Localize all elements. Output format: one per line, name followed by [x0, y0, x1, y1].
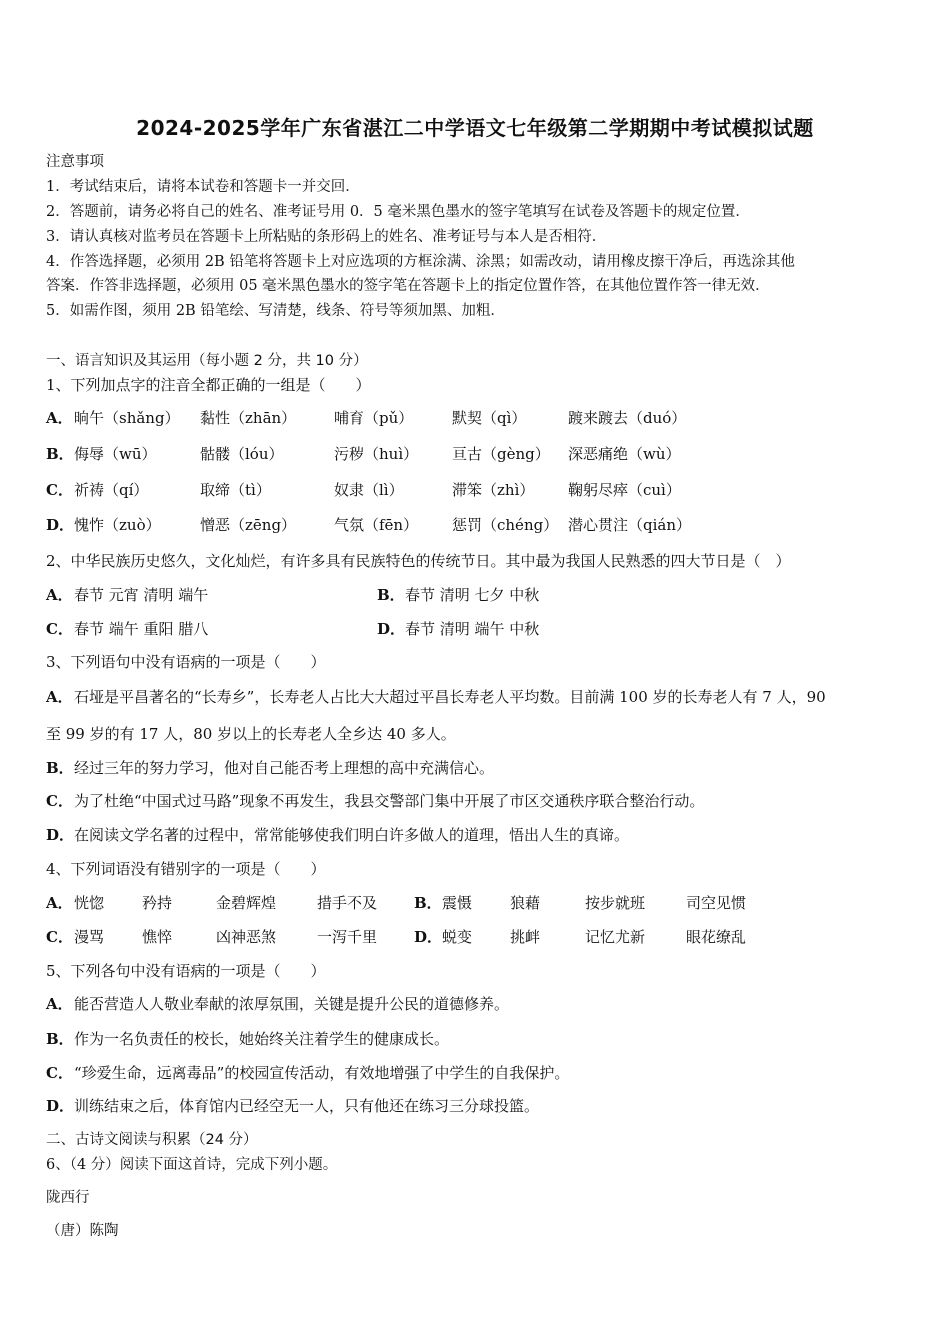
- option-word: 恍惚: [74, 894, 105, 912]
- option-label: A．: [46, 409, 73, 427]
- notice-item: 5．如需作图，须用 2B 铅笔绘、写清楚，线条、符号等须加黑、加粗．: [46, 303, 505, 319]
- notice-item: 1．考试结束后，请将本试卷和答题卡一并交回．: [46, 179, 360, 195]
- option-text: 训练结束之后，体育馆内已经空无一人，只有他还在练习三分球投篮。: [74, 1097, 540, 1115]
- option-item: 踱来踱去（duó）: [568, 409, 687, 427]
- option-item: 气氛（fēn）: [334, 516, 419, 534]
- option-label: A．: [46, 586, 73, 604]
- option-item: 污秽（huì）: [334, 445, 419, 463]
- option-text: 春节 端午 重阳 腊八: [74, 620, 209, 638]
- option-item: 亘古（gèng）: [452, 445, 550, 463]
- option-item: 祈祷（qí）: [74, 481, 149, 499]
- option-label: D．: [414, 928, 443, 946]
- option-label: C．: [46, 928, 73, 946]
- option-word: 记忆尤新: [585, 928, 646, 946]
- question-stem: 5、下列各句中没有语病的一项是（ ）: [46, 962, 326, 980]
- notice-item: 答案．作答非选择题，必须用 05 毫米黑色墨水的签字笔在答题卡上的指定位置作答，在其他位置作答一律无效．: [46, 278, 770, 294]
- notice-heading: 注意事项: [46, 154, 104, 170]
- option-item: 愧怍（zuò）: [74, 516, 161, 534]
- option-item: 黏性（zhān）: [200, 409, 297, 427]
- option-text: 作为一名负责任的校长，她始终关注着学生的健康成长。: [74, 1030, 450, 1048]
- option-word: 按步就班: [585, 894, 646, 912]
- option-label: B．: [414, 894, 442, 912]
- option-text: 石垭是平昌著名的“长寿乡”，长寿老人占比大大超过平昌长寿老人平均数。目前满 100 岁的长寿老人有 7 人，90: [74, 688, 826, 706]
- question-stem: 1、下列加点字的注音全都正确的一组是（ ）: [46, 376, 371, 394]
- option-label: A．: [46, 894, 73, 912]
- option-item: 取缔（tì）: [200, 481, 271, 499]
- question-stem: 2、中华民族历史悠久，文化灿烂，有许多具有民族特色的传统节日。其中最为我国人民熟悉的四大节日是（ ）: [46, 552, 791, 570]
- option-item: 奴隶（lì）: [334, 481, 404, 499]
- option-word: 憔悴: [142, 928, 173, 946]
- option-label: B．: [377, 586, 405, 604]
- option-word: 漫骂: [74, 928, 105, 946]
- notice-item: 3．请认真核对监考员在答题卡上所粘贴的条形码上的姓名、准考证号与本人是否相符．: [46, 229, 607, 245]
- page-title: 2024-2025学年广东省湛江二中学语文七年级第二学期期中考试模拟试题: [136, 116, 814, 140]
- poem-title: 陇西行: [46, 1190, 90, 1206]
- option-word: 一泻千里: [317, 928, 378, 946]
- section-heading: 一、语言知识及其运用（每小题 2 分，共 10 分）: [46, 353, 368, 369]
- notice-item: 4．作答选择题，必须用 2B 铅笔将答题卡上对应选项的方框涂满、涂黑；如需改动，请用橡皮擦干净后，再选涂其他: [46, 254, 795, 270]
- option-item: 滞笨（zhì）: [452, 481, 535, 499]
- option-label: D．: [46, 516, 75, 534]
- option-item: 深恶痛绝（wù）: [568, 445, 681, 463]
- option-word: 蜕变: [442, 928, 473, 946]
- question-stem: 3、下列语句中没有语病的一项是（ ）: [46, 653, 326, 671]
- option-label: C．: [46, 620, 73, 638]
- option-word: 狼藉: [510, 894, 541, 912]
- question-stem: 4、下列词语没有错别字的一项是（ ）: [46, 860, 326, 878]
- option-text-continued: 至 99 岁的有 17 人，80 岁以上的长寿老人全乡达 40 多人。: [46, 725, 456, 743]
- option-item: 鞠躬尽瘁（cuì）: [568, 481, 681, 499]
- option-word: 措手不及: [317, 894, 378, 912]
- question-stem: 6、（4 分）阅读下面这首诗，完成下列小题。: [46, 1157, 338, 1173]
- option-word: 眼花缭乱: [686, 928, 747, 946]
- option-label: B．: [46, 445, 74, 463]
- option-word: 矜持: [142, 894, 173, 912]
- option-label: D．: [46, 826, 75, 844]
- option-text: 春节 元宵 清明 端午: [74, 586, 209, 604]
- option-label: A．: [46, 995, 73, 1013]
- notice-item: 2．答题前，请务必将自己的姓名、准考证号用 0．5 毫米黑色墨水的签字笔填写在试卷及答题卡的规定位置．: [46, 204, 750, 220]
- option-word: 震慑: [442, 894, 473, 912]
- option-label: B．: [46, 759, 74, 777]
- option-text: 春节 清明 七夕 中秋: [405, 586, 540, 604]
- option-label: C．: [46, 1064, 73, 1082]
- option-label: B．: [46, 1030, 74, 1048]
- poem-author: （唐）陈陶: [46, 1223, 119, 1239]
- option-text: 在阅读文学名著的过程中，常常能够使我们明白许多做人的道理，悟出人生的真谛。: [74, 826, 630, 844]
- option-item: 潜心贯注（qián）: [568, 516, 692, 534]
- option-label: A．: [46, 688, 73, 706]
- option-item: 哺育（pǔ）: [334, 409, 414, 427]
- option-text: 经过三年的努力学习，他对自己能否考上理想的高中充满信心。: [74, 759, 495, 777]
- option-label: C．: [46, 481, 73, 499]
- option-item: 骷髅（lóu）: [200, 445, 284, 463]
- option-word: 司空见惯: [686, 894, 747, 912]
- option-item: 默契（qì）: [452, 409, 527, 427]
- option-word: 金碧辉煌: [216, 894, 277, 912]
- option-label: D．: [377, 620, 406, 638]
- section-heading: 二、古诗文阅读与积累（24 分）: [46, 1132, 258, 1148]
- option-word: 挑衅: [510, 928, 541, 946]
- option-label: D．: [46, 1097, 75, 1115]
- option-item: 侮辱（wū）: [74, 445, 157, 463]
- option-item: 憎恶（zēng）: [200, 516, 297, 534]
- option-label: C．: [46, 792, 73, 810]
- option-item: 惩罚（chéng）: [452, 516, 559, 534]
- option-text: 为了杜绝“中国式过马路”现象不再发生，我县交警部门集中开展了市区交通秩序联合整治行动。: [74, 792, 705, 810]
- option-text: “珍爱生命，远离毒品”的校园宣传活动，有效地增强了中学生的自我保护。: [74, 1064, 570, 1082]
- option-word: 凶神恶煞: [216, 928, 277, 946]
- option-item: 晌午（shǎng）: [74, 409, 180, 427]
- option-text: 春节 清明 端午 中秋: [405, 620, 540, 638]
- option-text: 能否营造人人敬业奉献的浓厚氛围，关键是提升公民的道德修养。: [74, 995, 510, 1013]
